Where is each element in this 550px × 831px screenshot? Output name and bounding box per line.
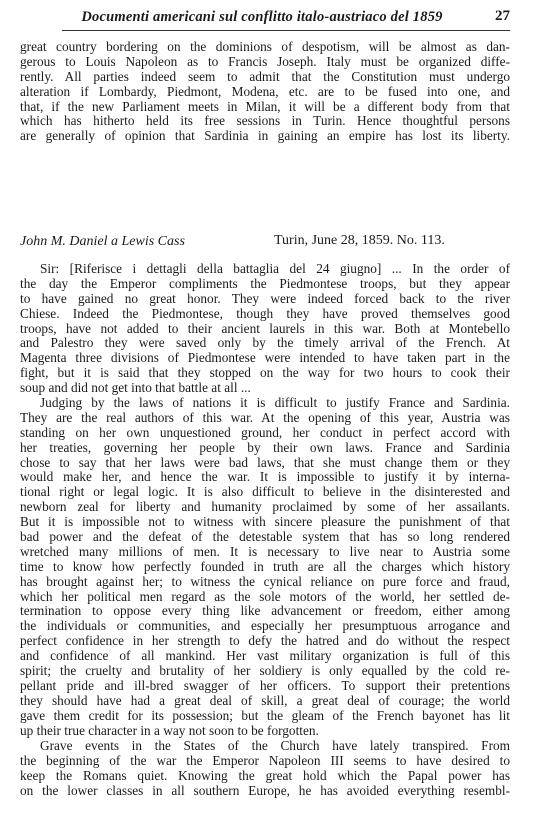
- letter-dateline: Turin, June 28, 1859. No. 113.: [274, 233, 445, 248]
- text-line: keep the Romans quiet. Knowing the great hold which the Papal power has: [20, 768, 510, 783]
- text-line: they should have had a great deal of skill, a great deal of courage; the world: [20, 693, 510, 708]
- text-line: alteration if Lombardy, Piedmont, Modena, etc. are to be fused into one, and: [20, 84, 510, 99]
- text-line: Chiese. Indeed the Piedmontese, though they have proved themselves good: [20, 306, 510, 321]
- text-line: newborn zeal for liberty and humanity proclaimed by some of her assailants.: [20, 500, 510, 515]
- paragraph-battle-report: [20, 262, 510, 396]
- text-line: standing on her own unquestioned ground, her conduct in perfect accord with: [20, 425, 510, 440]
- intro-paragraph: [20, 40, 510, 144]
- text-line: and Palestro they were saved only by the timely arrival of the French. At: [20, 336, 510, 351]
- text-line: up their true character in a way not soon to be forgotten.: [20, 723, 319, 738]
- text-line: perfect confidence in her strength to defy the hatred and do without the respect: [20, 634, 510, 649]
- text-line: But it is impossible not to witness with sincere pleasure the punishment of that: [20, 515, 510, 530]
- text-line: which has hitherto held its free sessions in Turin. Hence thoughtful persons: [20, 114, 510, 129]
- text-line: gerous to Louis Napoleon as to Francis Joseph. Italy must be organized diffe-: [20, 54, 510, 69]
- text-line: her treaties, governing her people by their own laws. France and Sardinia: [20, 440, 510, 455]
- text-line: on the lower classes in all southern Europe, he has avoided everything resembl-: [20, 783, 510, 798]
- text-line: tional right or legal logic. It is also difficult to believe in the disinterested and: [20, 485, 510, 500]
- text-line: spirit; the cruelty and brutality of her soldiery is only equalled by the cold re-: [20, 664, 510, 679]
- text-line: They are the real authors of this war. At the opening of this year, Austria was: [20, 410, 510, 425]
- text-line: would make her, and hence the war. It is impossible to justify it by interna-: [20, 470, 510, 485]
- text-line: to have gained no great honor. They were indeed forced back to the river: [20, 291, 510, 306]
- text-line: the individuals or communities, and especially her presumptuous arrogance and: [20, 619, 510, 634]
- text-line: Judging by the laws of nations it is difficult to justify France and Sardinia.: [40, 396, 510, 410]
- text-line: wretched many millions of men. It is necessary to live near to Austria some: [20, 544, 510, 559]
- text-line: bad power and the defeat of the detestable system that has so long rendered: [20, 530, 510, 545]
- text-line: are generally of opinion that Sardinia in gaining an empire has lost its liberty.: [20, 129, 510, 144]
- text-line: pellant pride and ill-bred swagger of her officers. To support their pretentions: [20, 678, 510, 693]
- text-line: gave them credit for its possession; but the gleam of the French bayonet has lit: [20, 708, 510, 723]
- text-line: rently. All parties indeed seem to admit that the Constitution must undergo: [20, 69, 510, 84]
- text-line: which her political men regard as the sole motors of the world, her settled de-: [20, 589, 510, 604]
- text-line: Magenta three divisions of Piedmontese were intended to have taken part in the: [20, 351, 510, 366]
- text-line: chose to say that her laws were bad laws, that she must change them or they: [20, 455, 510, 470]
- text-line: Grave events in the States of the Church have lately transpired. From: [40, 739, 510, 753]
- text-line: the beginning of the war the Emperor Napoleon III seems to have desired to: [20, 753, 510, 768]
- paragraph-judging: [20, 396, 510, 738]
- running-header: [62, 8, 510, 31]
- text-line: and confidence of all mankind. Her vast military organization is full of this: [20, 649, 510, 664]
- page-number: 27: [495, 8, 510, 24]
- text-line: Sir: [Riferisce i dettagli della battaglia del 24 giugno] ... In the order of: [40, 262, 510, 276]
- text-line: the day the Emperor compliments the Piedmontese troops, but they appear: [20, 276, 510, 291]
- text-line: troops, have not added to their ancient laurels in this war. Both at Montebello: [20, 321, 510, 336]
- text-line: time to know how perfectly founded in truth are all the charges which history: [20, 559, 510, 574]
- text-line: that, if the new Parliament meets in Milan, it will be a different body from that: [20, 99, 510, 114]
- text-line: soup and did not get into that battle at all ...: [20, 381, 251, 396]
- paragraph-grave-events: [20, 739, 510, 799]
- text-line: has brought against her; to witness the cynical reliance on pure force and fraud,: [20, 574, 510, 589]
- text-line: great country bordering on the dominions of despotism, will be almost as dan-: [20, 40, 510, 54]
- running-title: Documenti americani sul conflitto italo-austriaco del 1859: [81, 9, 443, 25]
- text-line: fight, but it is said that they stopped on the way for two hours to cook their: [20, 366, 510, 381]
- letter-sender: John M. Daniel a Lewis Cass: [20, 234, 185, 249]
- text-line: termination to oppose every thing like advancement or freedom, either among: [20, 604, 510, 619]
